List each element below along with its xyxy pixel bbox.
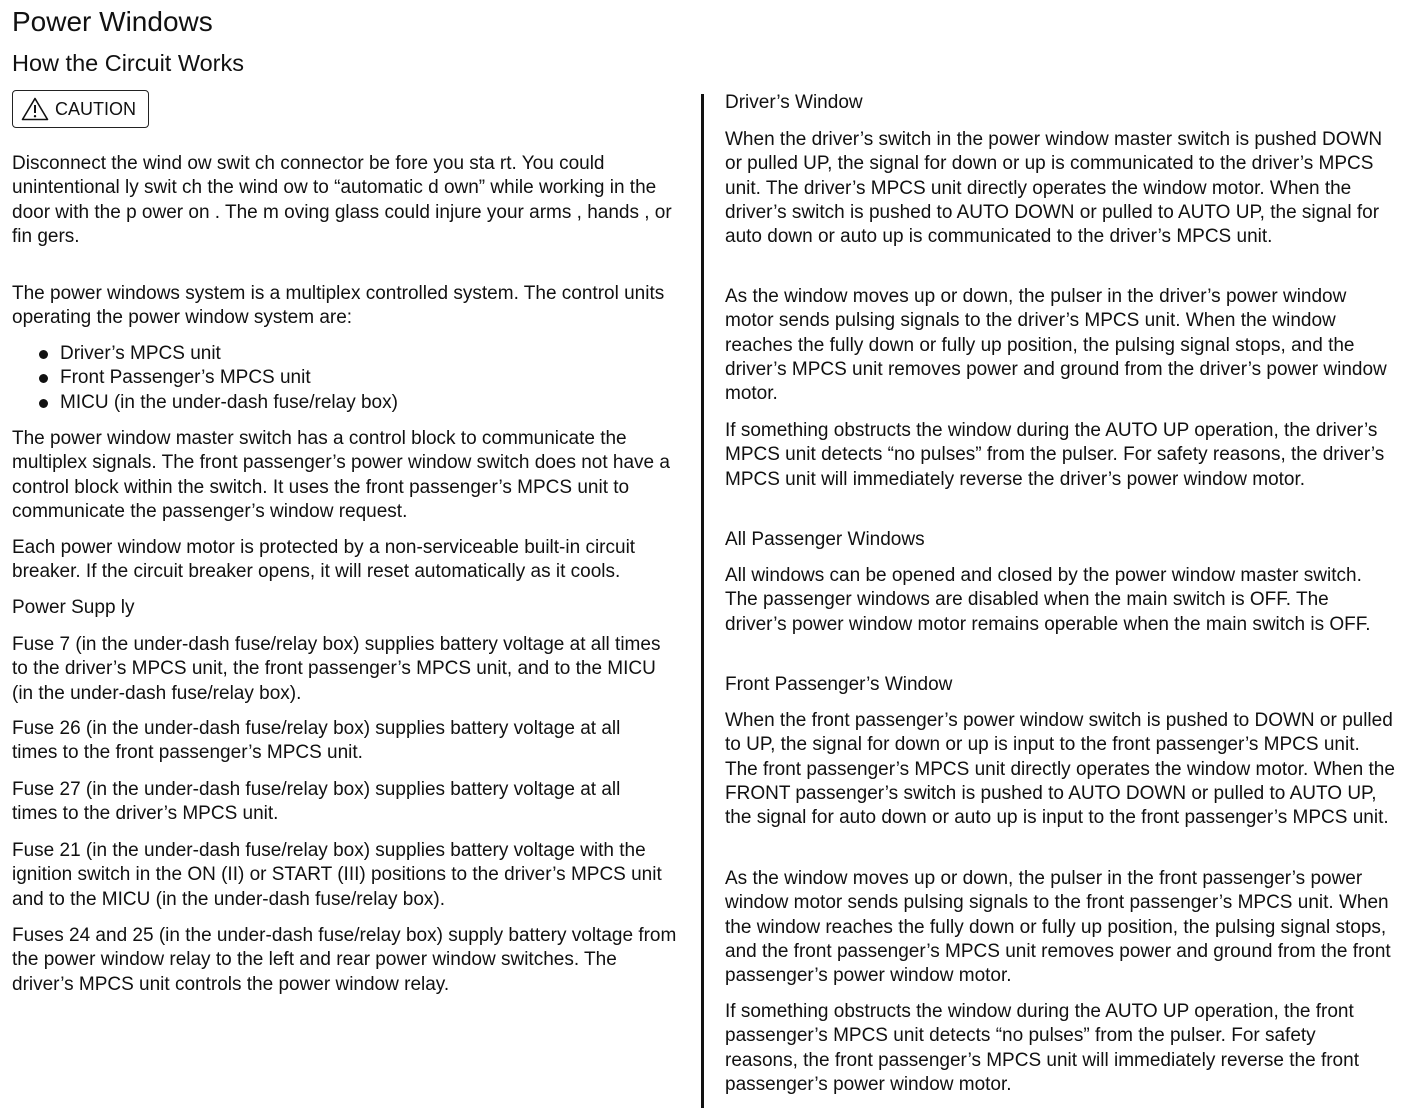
caution-label: CAUTION <box>55 98 136 119</box>
fuse-7-paragraph: Fuse 7 (in the under-dash fuse/relay box) supplies battery voltage at all times to the driver’s MPCS unit, the front passenger’s MPCS unit, and to the MICU (in the under-dash fuse/relay box). <box>12 634 661 704</box>
fuse-24-25-paragraph: Fuses 24 and 25 (in the under-dash fuse/relay box) supply battery voltage from the power window relay to the left and rear power window switches. The driver’s MPCS unit controls the power window relay. <box>12 925 677 995</box>
control-units-list <box>12 342 677 415</box>
list-item: Front Passenger’s MPCS unit <box>12 366 677 390</box>
bullet-icon <box>39 399 48 408</box>
front-passenger-window-heading: Front Passenger’s Window <box>725 674 953 695</box>
bullet-icon <box>39 374 48 383</box>
list-item: Driver’s MPCS unit <box>12 342 677 366</box>
drivers-window-heading: Driver’s Window <box>725 92 863 113</box>
caution-box <box>12 90 149 128</box>
power-supply-heading: Power Supp ly <box>12 597 135 618</box>
drivers-window-paragraph-3: If something obstructs the window during the AUTO UP operation, the driver’s MPCS unit detects “no pulses” from the pulser. For safety reasons, the driver’s MPCS unit will immediately reverse the driver’s power window motor. <box>725 420 1385 490</box>
front-passenger-window-paragraph-3: If something obstructs the window during the AUTO UP operation, the front passenger’s MPCS unit detects “no pulses” from the pulser. For safety reasons, the front passenger’s MPCS unit will immediately reverse the front passenger’s power window motor. <box>725 1001 1359 1095</box>
fuse-26-paragraph: Fuse 26 (in the under-dash fuse/relay box) supplies battery voltage at all times to the front passenger’s MPCS unit. <box>12 718 621 764</box>
list-item: MICU (in the under-dash fuse/relay box) <box>12 391 677 415</box>
page-subtitle: How the Circuit Works <box>12 50 245 76</box>
drivers-window-paragraph-2: As the window moves up or down, the pulser in the driver’s power window motor sends pulsing signals to the driver’s MPCS unit. When the window reaches the fully down or fully up position, the pulsing signal stops, and the driver’s MPCS unit removes power and ground from the driver’s power window motor. <box>725 286 1387 405</box>
caution-text: Disconnect the wind ow swit ch connector be fore you sta rt. You could unintentional ly swit ch the wind ow to “automatic d own” while working in the door with the p ower on . The m oving glass could injure your arms , hands , or fin gers. <box>12 153 672 247</box>
all-passenger-windows-paragraph: All windows can be opened and closed by the power window master switch. The passenger windows are disabled when the main switch is OFF. The driver’s power window motor remains operable when the main switch is OFF. <box>725 565 1371 635</box>
circuit-breaker-paragraph: Each power window motor is protected by a non-serviceable built-in circuit breaker. If the circuit breaker opens, it will reset automatically as it cools. <box>12 537 636 583</box>
front-passenger-window-paragraph-1: When the front passenger’s power window switch is pushed to DOWN or pulled to UP, the signal for down or up is input to the front passenger’s MPCS unit. The front passenger’s MPCS unit directly operates the window motor. When the FRONT passenger’s switch is pushed to AUTO DOWN or pulled to AUTO UP, the signal for auto down or auto up is input to the front passenger’s MPCS unit. <box>725 710 1395 829</box>
page-title: Power Windows <box>12 6 213 37</box>
master-switch-paragraph: The power window master switch has a control block to communicate the multiplex signals. The front passenger’s power window switch does not have a control block within the switch. It uses the front passenger’s MPCS unit to communicate the passenger’s window request. <box>12 428 670 522</box>
all-passenger-windows-heading: All Passenger Windows <box>725 529 925 550</box>
column-divider <box>701 94 704 1108</box>
fuse-27-paragraph: Fuse 27 (in the under-dash fuse/relay box) supplies battery voltage at all times to the driver’s MPCS unit. <box>12 779 621 825</box>
fuse-21-paragraph: Fuse 21 (in the under-dash fuse/relay box) supplies battery voltage with the ignition switch in the ON (II) or START (III) positions to the driver’s MPCS unit and to the MICU (in the under-dash fuse/relay box). <box>12 840 662 910</box>
warning-triangle-icon <box>21 97 49 121</box>
front-passenger-window-paragraph-2: As the window moves up or down, the pulser in the front passenger’s power window motor sends pulsing signals to the front passenger’s MPCS unit. When the window reaches the fully down or fully up position, the pulsing signal stops, and the front passenger’s MPCS unit removes power and ground from the front passenger’s power window motor. <box>725 868 1391 987</box>
drivers-window-paragraph-1: When the driver’s switch in the power window master switch is pushed DOWN or pulled UP, the signal for down or up is communicated to the driver’s MPCS unit. The driver’s MPCS unit directly operates the window motor. When the driver’s switch is pushed to AUTO DOWN or pulled to AUTO UP, the signal for auto down or auto up is communicated to the driver’s MPCS unit. <box>725 129 1383 248</box>
bullet-icon <box>39 350 48 359</box>
system-intro: The power windows system is a multiplex controlled system. The control units operating the power window system are: <box>12 283 665 329</box>
